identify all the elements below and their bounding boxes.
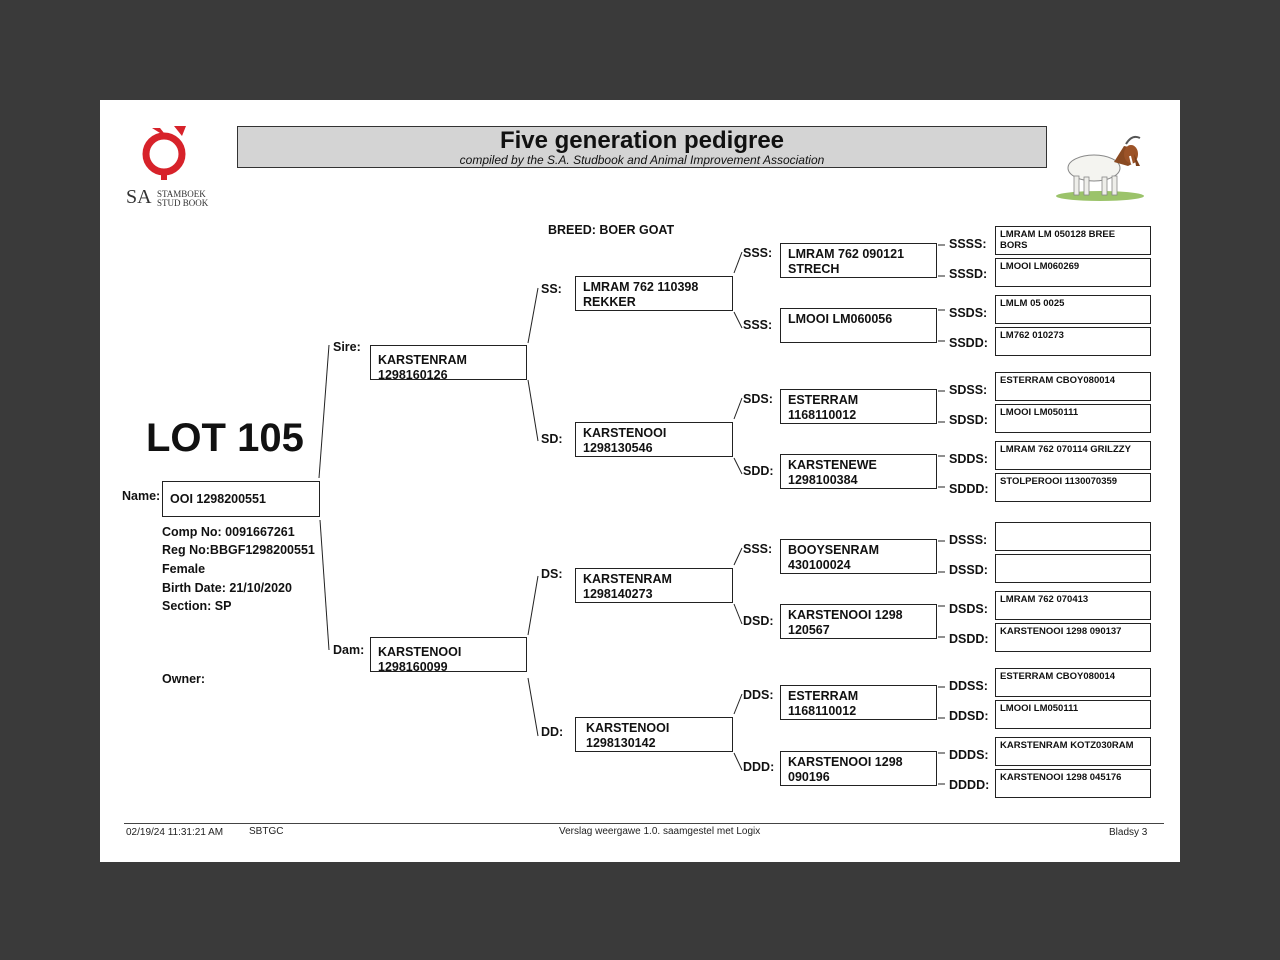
sds-label: SDS: [743,392,773,406]
dam-label: Dam: [333,643,365,657]
gen5-line1: LMRAM LM 050128 BREE [1000,229,1116,240]
sex: Female [162,562,206,576]
connector-line [528,576,538,635]
connector-line [528,288,538,343]
sire-box [370,345,527,380]
gen5-box [995,554,1151,583]
gen5-label: DSDS: [949,602,988,616]
footer-report: Verslag weergawe 1.0. saamgestel met Logix [559,826,761,837]
dds-line1: ESTERRAM [788,689,859,703]
connector-line [734,694,742,714]
gen5-box [995,769,1151,798]
dam-line2: 1298160099 [378,660,448,674]
dd-line1: KARSTENOOI [586,721,670,735]
ssd-label: SSS: [743,318,773,332]
connector-line [528,380,538,441]
ddd-label: DDD: [743,760,775,774]
animal-name-box [162,481,320,517]
gen5-line2: BORS [1000,240,1028,251]
gen5-label: DSDD: [949,632,989,646]
lot-number: LOT 105 [146,416,304,460]
gen5-label: DDDD: [949,778,990,792]
reg-no: Reg No:BBGF1298200551 [162,543,315,557]
connector-line [734,252,742,273]
connector-line [734,548,742,565]
gen5-box [995,522,1151,551]
gen5-line1: ESTERRAM CBOY080014 [1000,375,1116,386]
dd-box [575,717,733,752]
sd-line2: 1298130546 [583,441,653,455]
animal-name: OOI 1298200551 [170,492,266,506]
sss-line1: LMRAM 762 090121 [788,247,905,261]
gen5-label: SDDS: [949,452,988,466]
gen5-box [995,623,1151,652]
gen5-box [995,441,1151,470]
dam-box [370,637,527,672]
dds-box [780,685,937,720]
sdd-label: SDD: [743,464,774,478]
sd-label: SD: [541,432,563,446]
gen5-line1: LMRAM 762 070114 GRILZZY [1000,444,1131,455]
owner-label: Owner: [162,672,206,686]
page-subtitle: compiled by the S.A. Studbook and Animal Improvement Association [459,153,825,167]
ss-line1: LMRAM 762 110398 [583,280,699,294]
connector-line [734,398,742,419]
gen5-box [995,258,1151,287]
ddd-box [780,751,937,786]
footer-code: SBTGC [249,826,284,837]
gen5-label: DDSD: [949,709,989,723]
ds-line2: 1298140273 [583,587,653,601]
gen5-label: SSSS: [949,237,987,251]
sdd-line2: 1298100384 [788,473,858,487]
connector-line [734,458,742,474]
ssd-line1: LMOOI LM060056 [788,312,893,326]
gen5-line1: ESTERRAM CBOY080014 [1000,671,1116,682]
dss-label: SSS: [743,542,773,556]
dsd-line2: 120567 [788,623,830,637]
sds-box [780,389,937,424]
gen5-line1: KARSTENOOI 1298 090137 [1000,626,1122,637]
gen5-box [995,327,1151,356]
gen5-box [995,668,1151,697]
gen5-box [995,226,1151,255]
sdd-line1: KARSTENEWE [788,458,877,472]
dsd-line1: KARSTENOOI 1298 [788,608,903,622]
gen5-label: SSDD: [949,336,988,350]
gen5-box [995,591,1151,620]
logo-sa-text: SA [126,186,152,208]
birth-date: Birth Date: 21/10/2020 [162,581,292,595]
sds-line1: ESTERRAM [788,393,859,407]
ddd-line2: 090196 [788,770,830,784]
connector-line [528,678,538,736]
sire-line1: KARSTENRAM [378,353,467,367]
pedigree-document [100,100,1180,862]
gen5-line1: LMOOI LM050111 [1000,407,1079,418]
page-title: Five generation pedigree [499,127,785,154]
footer-page: Bladsy 3 [1109,827,1148,838]
name-label: Name: [122,489,161,503]
dss-line2: 430100024 [788,558,851,572]
gen5-label: DDDS: [949,748,989,762]
gen5-label: DSSD: [949,563,988,577]
ddd-line1: KARSTENOOI 1298 [788,755,903,769]
gen5-line1: LMOOI LM050111 [1000,703,1079,714]
breed-label: BREED: BOER GOAT [548,223,675,237]
sire-label: Sire: [333,340,361,354]
gen5-label: SSSD: [949,267,988,281]
dam-line1: KARSTENOOI [378,645,462,659]
ds-label: DS: [541,567,563,581]
gen5-box [995,295,1151,324]
ds-box [575,568,733,603]
gen5-label: SDSS: [949,383,988,397]
gen5-line1: KARSTENRAM KOTZ030RAM [1000,740,1134,751]
gen5-line1: LMOOI LM060269 [1000,261,1080,272]
connector-line [734,312,742,328]
gen5-line1: STOLPEROOI 1130070359 [1000,476,1118,487]
connector-line [319,345,329,478]
sss-box [780,243,937,278]
dds-line2: 1168110012 [788,704,857,718]
gen5-box [995,473,1151,502]
gen5-line1: LM762 010273 [1000,330,1064,341]
logo-line1: STAMBOEK [157,189,206,199]
gen5-box [995,700,1151,729]
gen5-label: DSSS: [949,533,988,547]
gen5-label: SSDS: [949,306,988,320]
connector-line [320,520,329,650]
ds-line1: KARSTENRAM [583,572,672,586]
footer-datetime: 02/19/24 11:31:21 AM [126,827,224,838]
dsd-box [780,604,937,639]
gen5-label: SDDD: [949,482,989,496]
gen5-box [995,404,1151,433]
dss-box [780,539,937,574]
gen5-line1: LMRAM 762 070413 [1000,594,1089,605]
sire-line2: 1298160126 [378,368,448,382]
dds-label: DDS: [743,688,774,702]
sd-box [575,422,733,457]
connector-line [734,753,742,770]
gen5-line1: KARSTENOOI 1298 045176 [1000,772,1122,783]
sss-line2: STRECH [788,262,840,276]
sdd-box [780,454,937,489]
ss-line2: REKKER [583,295,636,309]
gen5-box [995,372,1151,401]
comp-no: Comp No: 0091667261 [162,525,295,539]
logo-line2: STUD BOOK [157,198,209,208]
gen5-box [995,737,1151,766]
sss-label: SSS: [743,246,773,260]
sd-line1: KARSTENOOI [583,426,667,440]
dd-line2: 1298130142 [586,736,656,750]
dd-label: DD: [541,725,564,739]
gen5-label: SDSD: [949,413,988,427]
footer-rule [124,823,1164,824]
section: Section: SP [162,599,232,613]
dss-line1: BOOYSENRAM [788,543,879,557]
gen5-line1: LMLM 05 0025 [1000,298,1065,309]
gen5-label: DDSS: [949,679,988,693]
ss-label: SS: [541,282,562,296]
dsd-label: DSD: [743,614,774,628]
sds-line2: 1168110012 [788,408,857,422]
ssd-box [780,308,937,343]
ss-box [575,276,733,311]
connector-line [734,604,742,624]
